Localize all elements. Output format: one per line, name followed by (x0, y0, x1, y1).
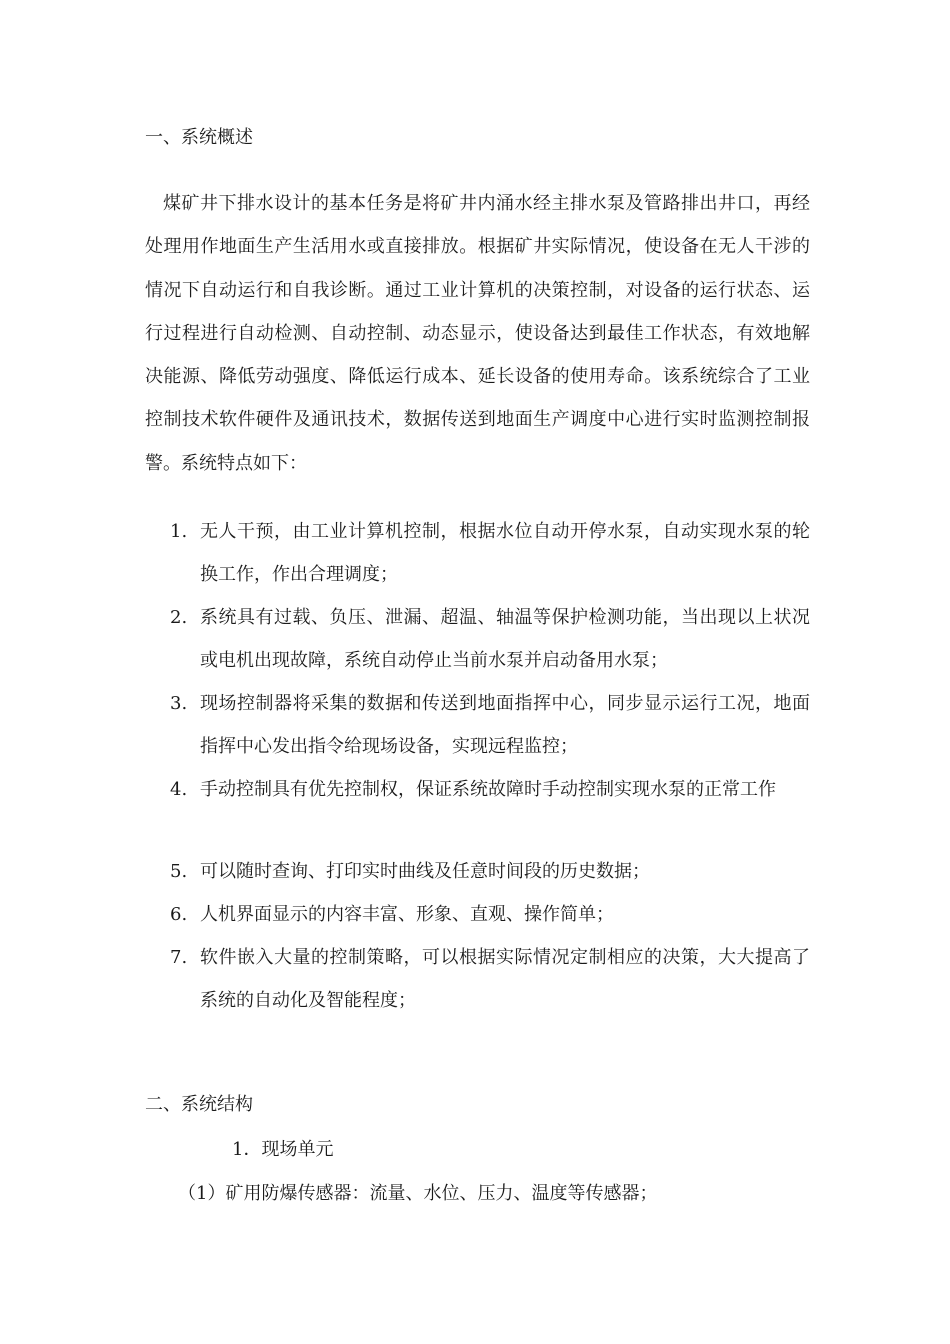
list-item-number: 4. (170, 779, 188, 800)
list-item-number: 5. (170, 861, 188, 882)
list-item-number: 3. (170, 693, 188, 714)
list-item-text: 现场控制器将采集的数据和传送到地面指挥中心，同步显示运行工况，地面指挥中心发出指令给现场设备，实现远程监控； (200, 693, 810, 757)
list-item-text: 软件嵌入大量的控制策略，可以根据实际情况定制相应的决策，大大提高了系统的自动化及智能程度； (200, 947, 810, 1011)
list-item-number: 7. (170, 947, 188, 968)
list-item (170, 682, 810, 768)
list-item-text: 无人干预，由工业计算机控制，根据水位自动开停水泵，自动实现水泵的轮换工作，作出合理调度； (200, 521, 810, 585)
section-heading-structure: 二、系统结构 (145, 1094, 253, 1115)
list-item-number: 2. (170, 607, 188, 628)
list-item (170, 768, 810, 811)
list-item-number: 1. (170, 521, 188, 542)
list-item-text: 可以随时查询、打印实时曲线及任意时间段的历史数据； (200, 861, 650, 882)
list-item (170, 596, 810, 682)
field-unit-item: （1）矿用防爆传感器：流量、水位、压力、温度等传感器； (178, 1183, 658, 1204)
list-item (170, 510, 810, 596)
list-item-text: 手动控制具有优先控制权，保证系统故障时手动控制实现水泵的正常工作 (200, 779, 776, 800)
list-item (170, 893, 810, 936)
list-item (170, 850, 810, 893)
subsection-heading-field-unit: 1．现场单元 (232, 1139, 334, 1160)
overview-paragraph: 煤矿井下排水设计的基本任务是将矿井内涌水经主排水泵及管路排出井口，再经处理用作地面生产生活用水或直接排放。根据矿井实际情况，使设备在无人干涉的情况下自动运行和自我诊断。通过工业计算机的决策控制，对设备的运行状态、运行过程进行自动检测、自动控制、动态显示，使设备达到最佳工作状态，有效地解决能源、降低劳动强度、降低运行成本、延长设备的使用寿命。该系统综合了工业控制技术软件硬件及通讯技术，数据传送到地面生产调度中心进行实时监测控制报警。系统特点如下： (145, 193, 810, 474)
list-item (170, 936, 810, 1022)
list-item-text: 人机界面显示的内容丰富、形象、直观、操作简单； (200, 904, 614, 925)
list-item-text: 系统具有过载、负压、泄漏、超温、轴温等保护检测功能，当出现以上状况或电机出现故障，系统自动停止当前水泵并启动备用水泵； (200, 607, 810, 671)
section-heading-overview: 一、系统概述 (145, 127, 253, 148)
list-item-number: 6. (170, 904, 188, 925)
